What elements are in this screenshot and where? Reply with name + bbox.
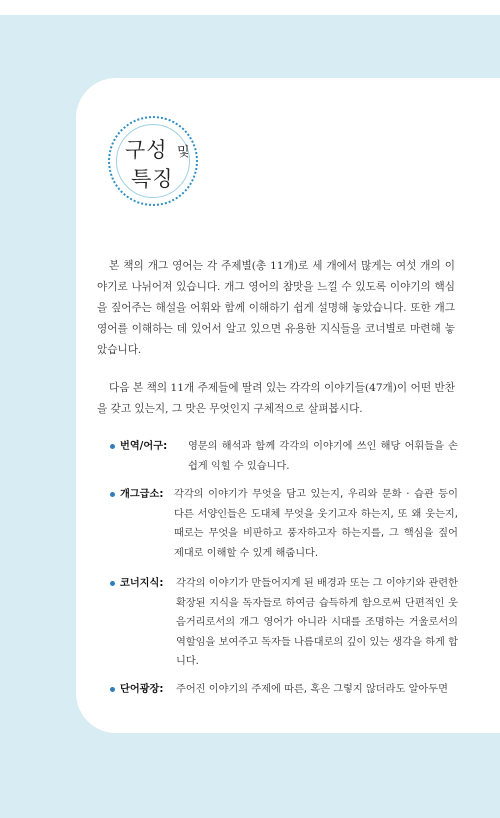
- page-top-margin: [0, 0, 500, 15]
- intro-paragraph-1: 본 책의 개그 영어는 각 주제별(총 11개)로 세 개에서 많게는 여섯 개의 이야기로 나뉘어져 있습니다. 개그 영어의 참맛을 느낄 수 있도록 이야기의 핵심을 짚어주는 해설을 어휘와 함께 이해하기 쉽게 설명해 놓았습니다. 또한 개그 영어를 이해하는 데 있어서 알고 있으면 유용한 지식들을 코너별로 마련해 놓았습니다.: [97, 260, 455, 356]
- feature-item: [110, 574, 462, 670]
- feature-label: 단어광장:: [120, 684, 164, 695]
- intro-paragraph-2: 다음 본 책의 11개 주제들에 딸려 있는 각각의 이야기들(47개)이 어떤 반찬을 갖고 있는지, 그 맛은 무엇인지 구체적으로 살펴봅시다.: [97, 382, 455, 415]
- feature-description: 각각의 이야기가 만들어지게 된 배경과 또는 그 이야기와 관련한 확장된 지식을 독자들로 하여금 습득하게 함으로써 단편적인 웃음거리로서의 개그 영어가 아니라 시대를 조명하는 거울로서의 역할임을 보여주고 독자들 나름대로의 깊이 있는 생각을 하게 합니다.: [176, 578, 458, 667]
- section-title-word2: 특징: [131, 167, 174, 191]
- feature-label: 코너지식:: [120, 578, 164, 589]
- feature-description: 영문의 해석과 함께 각각의 이야기에 쓰인 해당 어휘들을 손쉽게 익힐 수 있습니다.: [188, 441, 458, 472]
- bullet-icon: [110, 492, 115, 497]
- bullet-icon: [110, 581, 115, 586]
- feature-item: [110, 437, 462, 477]
- bullet-icon: [110, 444, 115, 449]
- feature-item: [110, 680, 462, 700]
- feature-description: 주어진 이야기의 주제에 따른, 혹은 그렇지 않더라도 알아두면: [176, 684, 448, 695]
- section-title-word1: 구성: [125, 138, 168, 162]
- feature-description: 각각의 이야기가 무엇을 담고 있는지, 우리와 문화 · 습관 등이 다른 서양인들은 도대체 무엇을 웃기고자 하는지, 또 왜 웃는지, 때로는 무엇을 비판하고 풍자하고자 하는지를, 그 핵심을 짚어 제대로 이해할 수 있게 해줍니다.: [174, 489, 458, 559]
- bullet-icon: [110, 687, 115, 692]
- section-title-conjunction: 및: [177, 145, 190, 160]
- feature-item: [110, 485, 462, 565]
- feature-label: 번역/어구:: [120, 441, 168, 452]
- feature-label: 개그급소:: [120, 489, 164, 500]
